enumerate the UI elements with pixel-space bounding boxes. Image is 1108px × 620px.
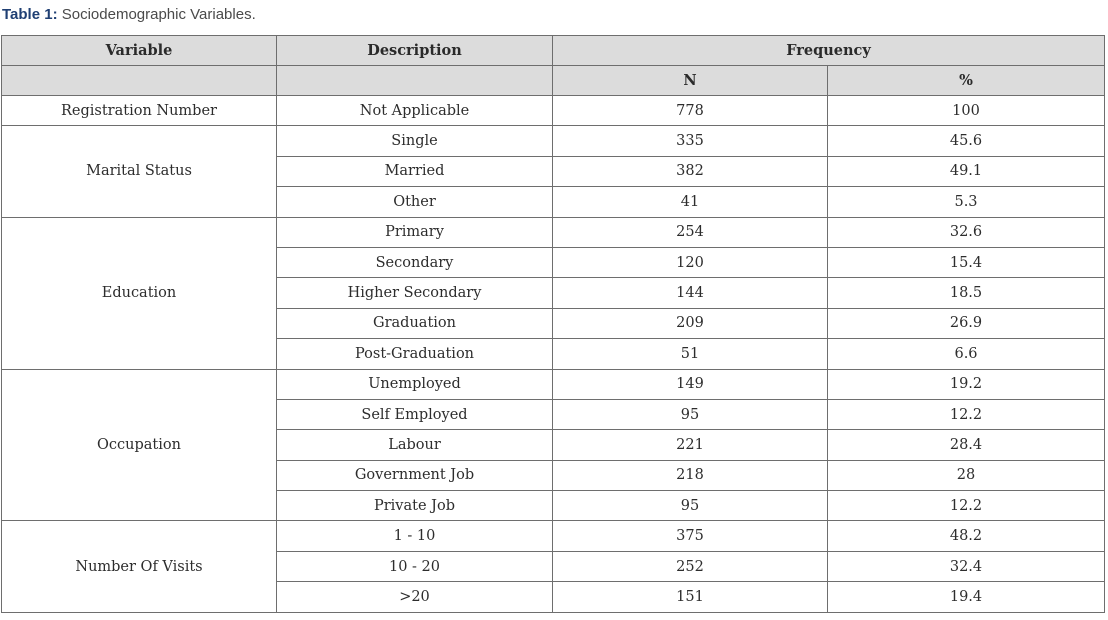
subheader-empty-description — [277, 66, 553, 96]
description-cell: 10 - 20 — [277, 551, 553, 581]
table-row — [2, 521, 1105, 551]
frequency-percent-cell: 5.3 — [828, 187, 1105, 217]
frequency-percent-cell: 45.6 — [828, 126, 1105, 156]
table-caption-label: Table 1: — [2, 6, 58, 23]
frequency-n-cell: 120 — [553, 247, 828, 277]
frequency-n-cell: 51 — [553, 339, 828, 369]
table-row — [2, 217, 1105, 247]
frequency-percent-cell: 32.6 — [828, 217, 1105, 247]
table-row — [2, 369, 1105, 399]
description-cell: Private Job — [277, 491, 553, 521]
variable-cell: Marital Status — [2, 126, 277, 217]
frequency-percent-cell: 18.5 — [828, 278, 1105, 308]
frequency-percent-cell: 12.2 — [828, 399, 1105, 429]
frequency-percent-cell: 48.2 — [828, 521, 1105, 551]
frequency-percent-cell: 28 — [828, 460, 1105, 490]
description-cell: Graduation — [277, 308, 553, 338]
description-cell: Higher Secondary — [277, 278, 553, 308]
table-row — [2, 126, 1105, 156]
frequency-percent-cell: 15.4 — [828, 247, 1105, 277]
variable-cell: Registration Number — [2, 96, 277, 126]
frequency-n-cell: 151 — [553, 582, 828, 612]
description-cell: 1 - 10 — [277, 521, 553, 551]
header-percent: % — [828, 66, 1105, 96]
frequency-n-cell: 149 — [553, 369, 828, 399]
description-cell: Government Job — [277, 460, 553, 490]
frequency-percent-cell: 12.2 — [828, 491, 1105, 521]
description-cell: Married — [277, 156, 553, 186]
frequency-n-cell: 95 — [553, 491, 828, 521]
table-body — [2, 96, 1105, 613]
description-cell: Post-Graduation — [277, 339, 553, 369]
variable-cell: Number Of Visits — [2, 521, 277, 612]
frequency-n-cell: 209 — [553, 308, 828, 338]
variable-cell: Education — [2, 217, 277, 369]
description-cell: Primary — [277, 217, 553, 247]
description-cell: Other — [277, 187, 553, 217]
frequency-n-cell: 95 — [553, 399, 828, 429]
frequency-n-cell: 375 — [553, 521, 828, 551]
description-cell: Not Applicable — [277, 96, 553, 126]
subheader-row — [2, 66, 1105, 96]
frequency-n-cell: 778 — [553, 96, 828, 126]
frequency-percent-cell: 19.4 — [828, 582, 1105, 612]
header-row — [2, 36, 1105, 66]
frequency-n-cell: 221 — [553, 430, 828, 460]
header-frequency: Frequency — [553, 36, 1105, 66]
sociodemographic-table — [1, 35, 1105, 613]
table-caption — [2, 6, 256, 23]
frequency-n-cell: 218 — [553, 460, 828, 490]
frequency-percent-cell: 49.1 — [828, 156, 1105, 186]
table-row — [2, 96, 1105, 126]
table-caption-text: Sociodemographic Variables. — [57, 6, 256, 23]
subheader-empty-variable — [2, 66, 277, 96]
header-n: N — [553, 66, 828, 96]
table-header — [2, 36, 1105, 96]
frequency-n-cell: 254 — [553, 217, 828, 247]
description-cell: Secondary — [277, 247, 553, 277]
frequency-n-cell: 41 — [553, 187, 828, 217]
frequency-n-cell: 252 — [553, 551, 828, 581]
frequency-percent-cell: 6.6 — [828, 339, 1105, 369]
frequency-percent-cell: 28.4 — [828, 430, 1105, 460]
description-cell: Unemployed — [277, 369, 553, 399]
description-cell: >20 — [277, 582, 553, 612]
frequency-percent-cell: 100 — [828, 96, 1105, 126]
frequency-n-cell: 144 — [553, 278, 828, 308]
frequency-percent-cell: 26.9 — [828, 308, 1105, 338]
frequency-n-cell: 335 — [553, 126, 828, 156]
header-description: Description — [277, 36, 553, 66]
description-cell: Single — [277, 126, 553, 156]
frequency-percent-cell: 19.2 — [828, 369, 1105, 399]
frequency-n-cell: 382 — [553, 156, 828, 186]
variable-cell: Occupation — [2, 369, 277, 521]
description-cell: Labour — [277, 430, 553, 460]
frequency-percent-cell: 32.4 — [828, 551, 1105, 581]
description-cell: Self Employed — [277, 399, 553, 429]
header-variable: Variable — [2, 36, 277, 66]
